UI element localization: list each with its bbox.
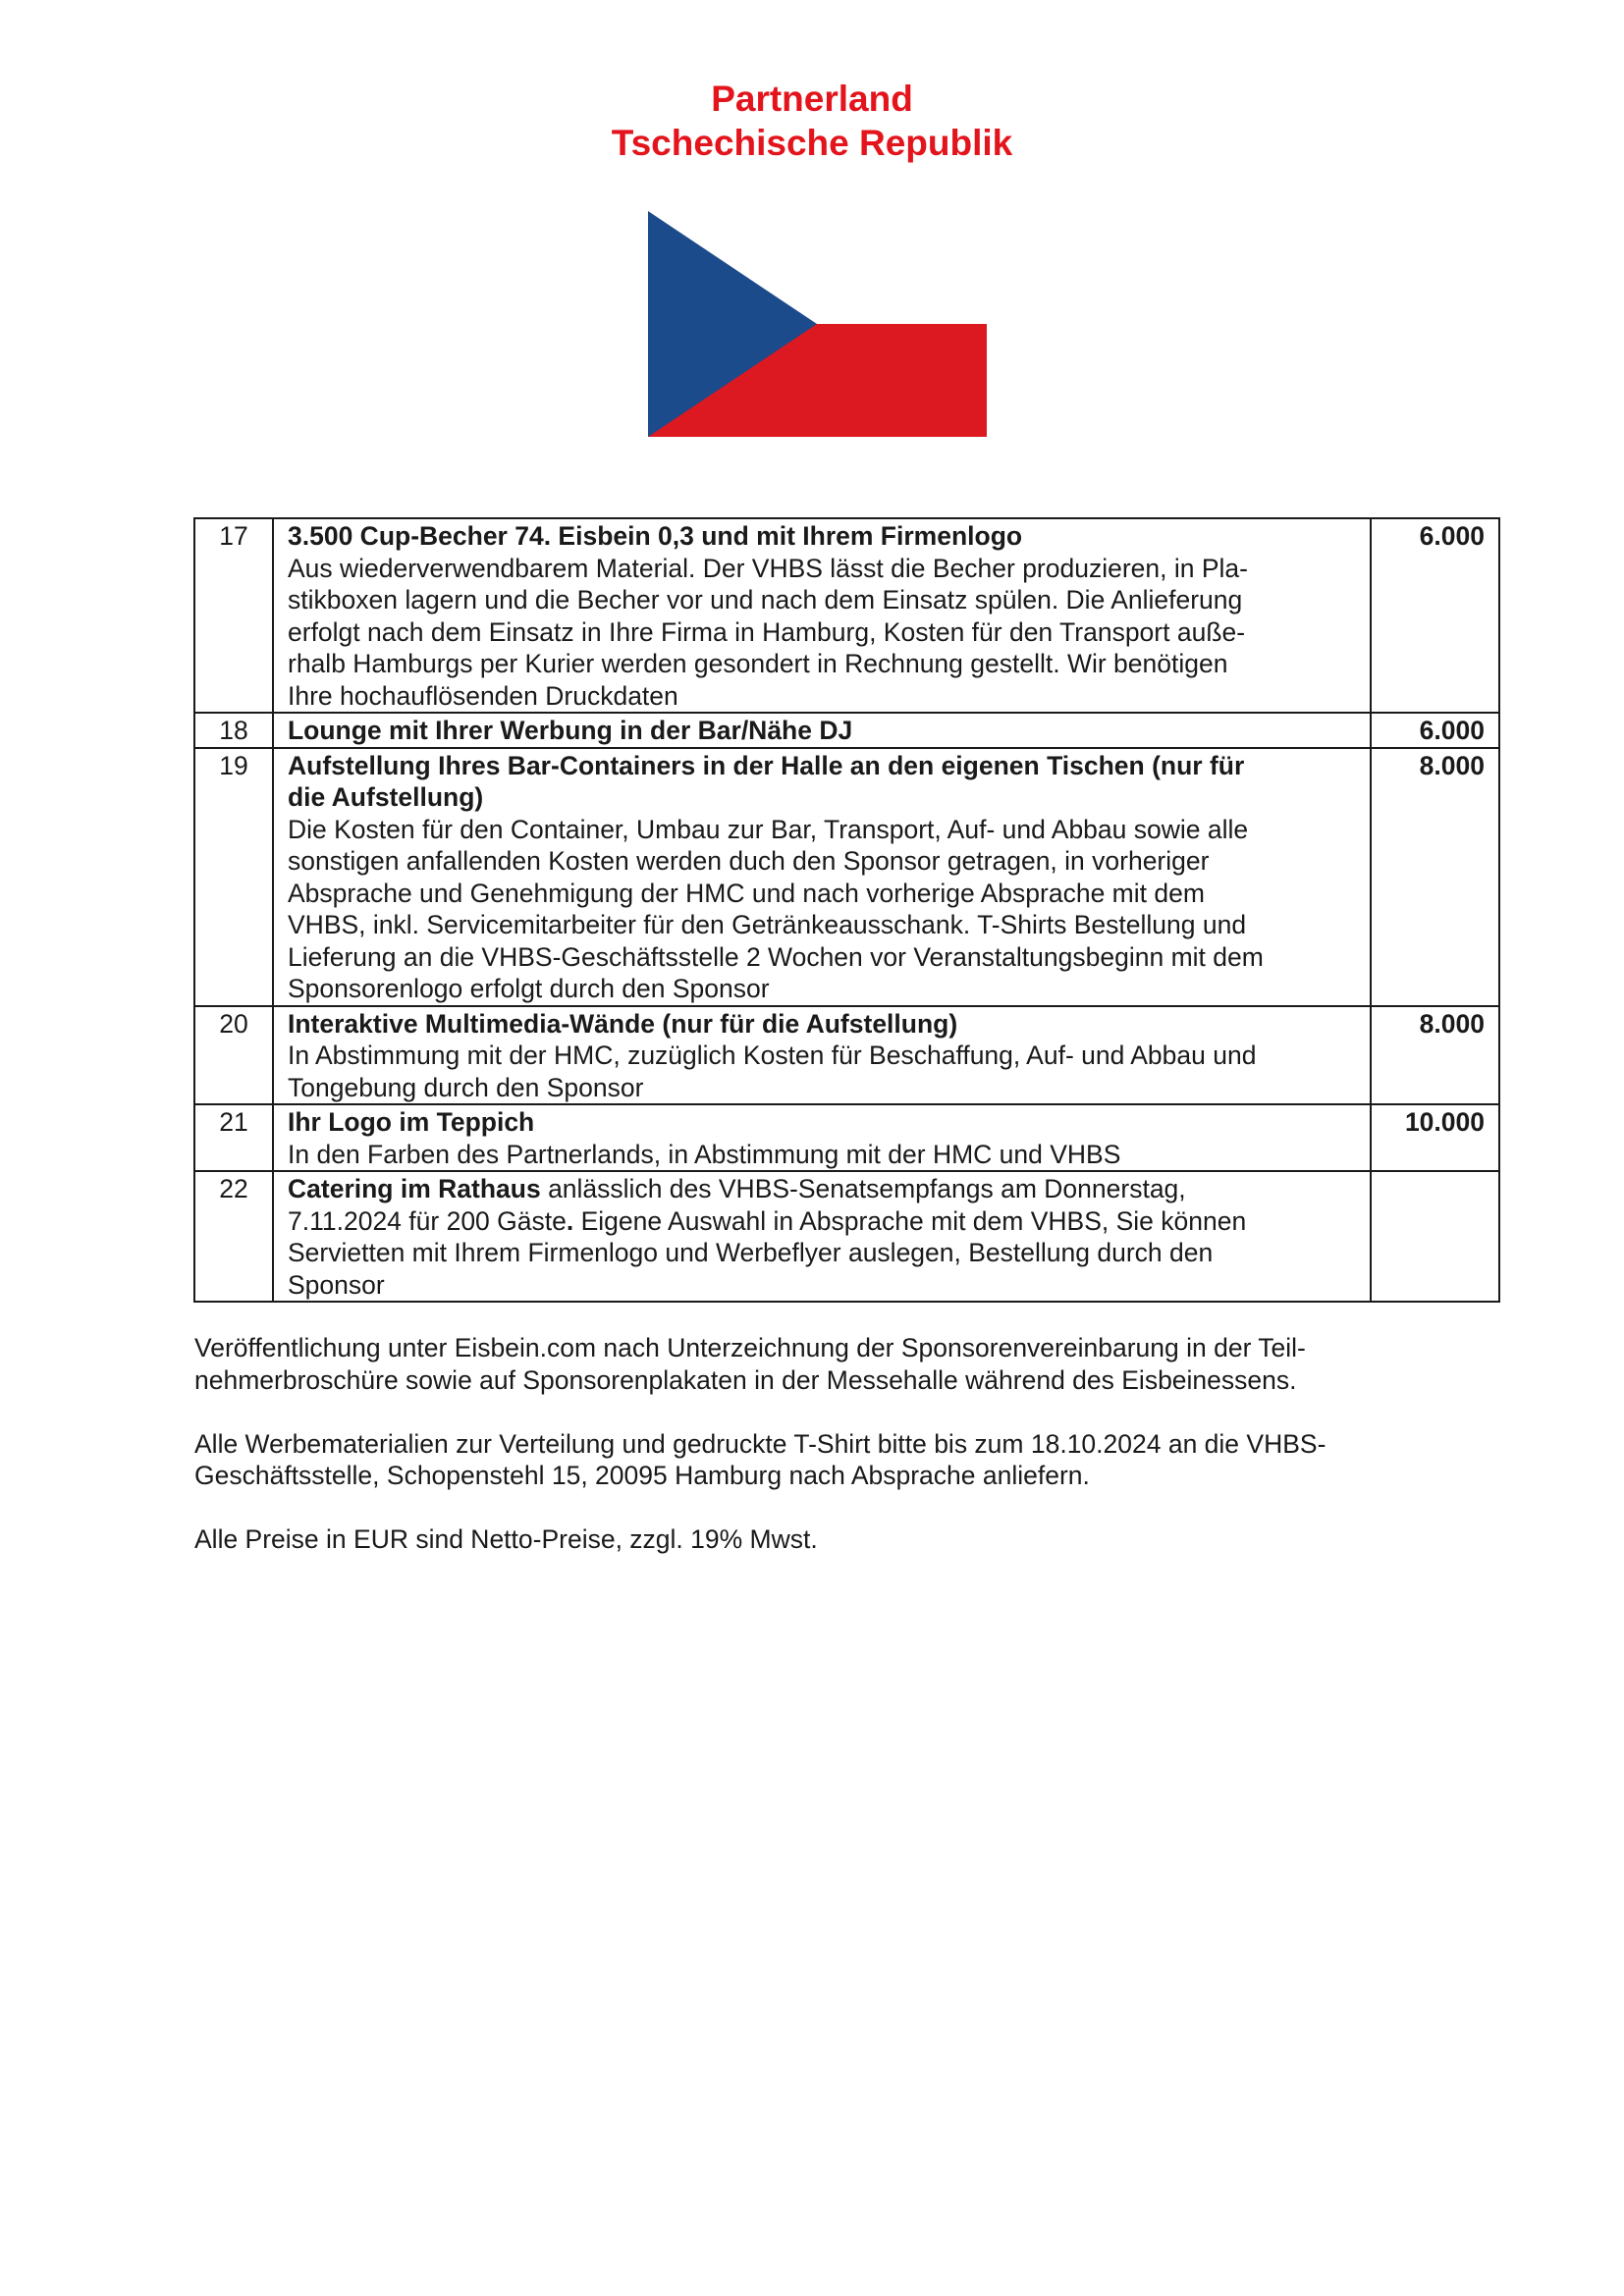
table-row bbox=[194, 1104, 1499, 1171]
item-title: Interaktive Multimedia-Wände (nur für die Aufstellung) bbox=[288, 1008, 958, 1039]
table-row bbox=[194, 748, 1499, 1006]
item-text-fragment: 7.11.2024 für 200 Gäste bbox=[288, 1205, 567, 1236]
item-description bbox=[273, 518, 1371, 713]
item-text-line: Sponsor bbox=[288, 1269, 385, 1300]
note-line: Alle Preise in EUR sind Netto-Preise, zzgl. 19% Mwst. bbox=[194, 1524, 818, 1554]
item-description bbox=[273, 713, 1371, 748]
item-text-fragment: anlässlich des VHBS-Senatsempfangs am Donnerstag, bbox=[540, 1174, 1186, 1203]
note-paragraph bbox=[194, 1523, 1432, 1556]
item-title-line: die Aufstellung) bbox=[288, 782, 484, 812]
item-text-line: Tongebung durch den Sponsor bbox=[288, 1072, 644, 1102]
item-text-line: Absprache und Genehmigung der HMC und nach vorherige Absprache mit dem bbox=[288, 878, 1205, 908]
sponsoring-table bbox=[193, 517, 1500, 1303]
item-number: 20 bbox=[194, 1006, 273, 1105]
table-row bbox=[194, 1171, 1499, 1302]
item-text-line: In den Farben des Partnerlands, in Abstimmung mit der HMC und VHBS bbox=[288, 1139, 1121, 1169]
notes-section bbox=[194, 1332, 1432, 1587]
item-number: 21 bbox=[194, 1104, 273, 1171]
item-text-line: In Abstimmung mit der HMC, zuzüglich Kosten für Beschaffung, Auf- und Abbau und bbox=[288, 1041, 1257, 1070]
item-price bbox=[1371, 1171, 1499, 1302]
note-line: Geschäftsstelle, Schopenstehl 15, 20095 Hamburg nach Absprache anliefern. bbox=[194, 1461, 1090, 1490]
item-title: Catering im Rathaus bbox=[288, 1174, 541, 1203]
item-title: Lounge mit Ihrer Werbung in der Bar/Nähe DJ bbox=[288, 716, 853, 745]
item-description bbox=[273, 1104, 1371, 1171]
item-text-line: Ihre hochauflösenden Druckdaten bbox=[288, 680, 678, 711]
item-text-line bbox=[288, 1205, 1356, 1238]
item-description bbox=[273, 748, 1371, 1006]
item-number: 22 bbox=[194, 1171, 273, 1302]
item-price: 10.000 bbox=[1371, 1104, 1499, 1171]
item-text-fragment: . bbox=[566, 1205, 574, 1236]
item-price: 6.000 bbox=[1371, 713, 1499, 748]
note-line: Veröffentlichung unter Eisbein.com nach Unterzeichnung der Sponsorenvereinbarung in der Teil- bbox=[194, 1333, 1306, 1362]
item-text-line: Sponsorenlogo erfolgt durch den Sponsor bbox=[288, 974, 770, 1003]
note-paragraph bbox=[194, 1332, 1432, 1396]
item-text-line bbox=[288, 1173, 1356, 1205]
item-number: 19 bbox=[194, 748, 273, 1006]
table-row bbox=[194, 1006, 1499, 1105]
note-paragraph bbox=[194, 1428, 1432, 1492]
item-title: 3.500 Cup-Becher 74. Eisbein 0,3 und mit Ihrem Firmenlogo bbox=[288, 521, 1023, 551]
item-description bbox=[273, 1171, 1371, 1302]
title-line-2: Tschechische Republik bbox=[611, 123, 1013, 163]
item-text-fragment: Eigene Auswahl in Absprache mit dem VHBS, Sie können bbox=[573, 1205, 1247, 1236]
item-price: 6.000 bbox=[1371, 518, 1499, 713]
item-description bbox=[273, 1006, 1371, 1105]
item-price: 8.000 bbox=[1371, 748, 1499, 1006]
item-text-line: Aus wiederverwendbarem Material. Der VHBS lässt die Becher produzieren, in Pla- bbox=[288, 553, 1248, 583]
note-line: nehmerbroschüre sowie auf Sponsorenplakaten in der Messehalle während des Eisbeinessens. bbox=[194, 1364, 1297, 1395]
page-title bbox=[0, 77, 1624, 165]
item-text-line: erfolgt nach dem Einsatz in Ihre Firma in Hamburg, Kosten für den Transport auße- bbox=[288, 616, 1246, 647]
item-number: 18 bbox=[194, 713, 273, 748]
table-row bbox=[194, 518, 1499, 713]
item-number: 17 bbox=[194, 518, 273, 713]
item-title-line: Aufstellung Ihres Bar-Containers in der Halle an den eigenen Tischen (nur für bbox=[288, 750, 1245, 780]
note-line: Alle Werbematerialien zur Verteilung und gedruckte T-Shirt bitte bis zum 18.10.2024 an die VHBS- bbox=[194, 1428, 1326, 1459]
item-text-line: Die Kosten für den Container, Umbau zur Bar, Transport, Auf- und Abbau sowie alle bbox=[288, 814, 1249, 844]
item-title: Ihr Logo im Teppich bbox=[288, 1107, 535, 1137]
item-text-line: rhalb Hamburgs per Kurier werden gesondert in Rechnung gestellt. Wir benötigen bbox=[288, 649, 1228, 678]
item-price: 8.000 bbox=[1371, 1006, 1499, 1105]
item-text-line: sonstigen anfallenden Kosten werden duch den Sponsor getragen, in vorheriger bbox=[288, 846, 1210, 876]
item-text-line: stikboxen lagern und die Becher vor und nach dem Einsatz spülen. Die Anlieferung bbox=[288, 585, 1243, 614]
czech-flag-icon bbox=[648, 211, 987, 437]
item-text-line: Servietten mit Ihrem Firmenlogo und Werbeflyer auslegen, Bestellung durch den bbox=[288, 1238, 1214, 1267]
item-text-line: VHBS, inkl. Servicemitarbeiter für den Getränkeausschank. T-Shirts Bestellung und bbox=[288, 910, 1247, 939]
title-line-1: Partnerland bbox=[711, 79, 913, 119]
table-row bbox=[194, 713, 1499, 748]
item-text-line: Lieferung an die VHBS-Geschäftsstelle 2 Wochen vor Veranstaltungsbeginn mit dem bbox=[288, 941, 1264, 972]
